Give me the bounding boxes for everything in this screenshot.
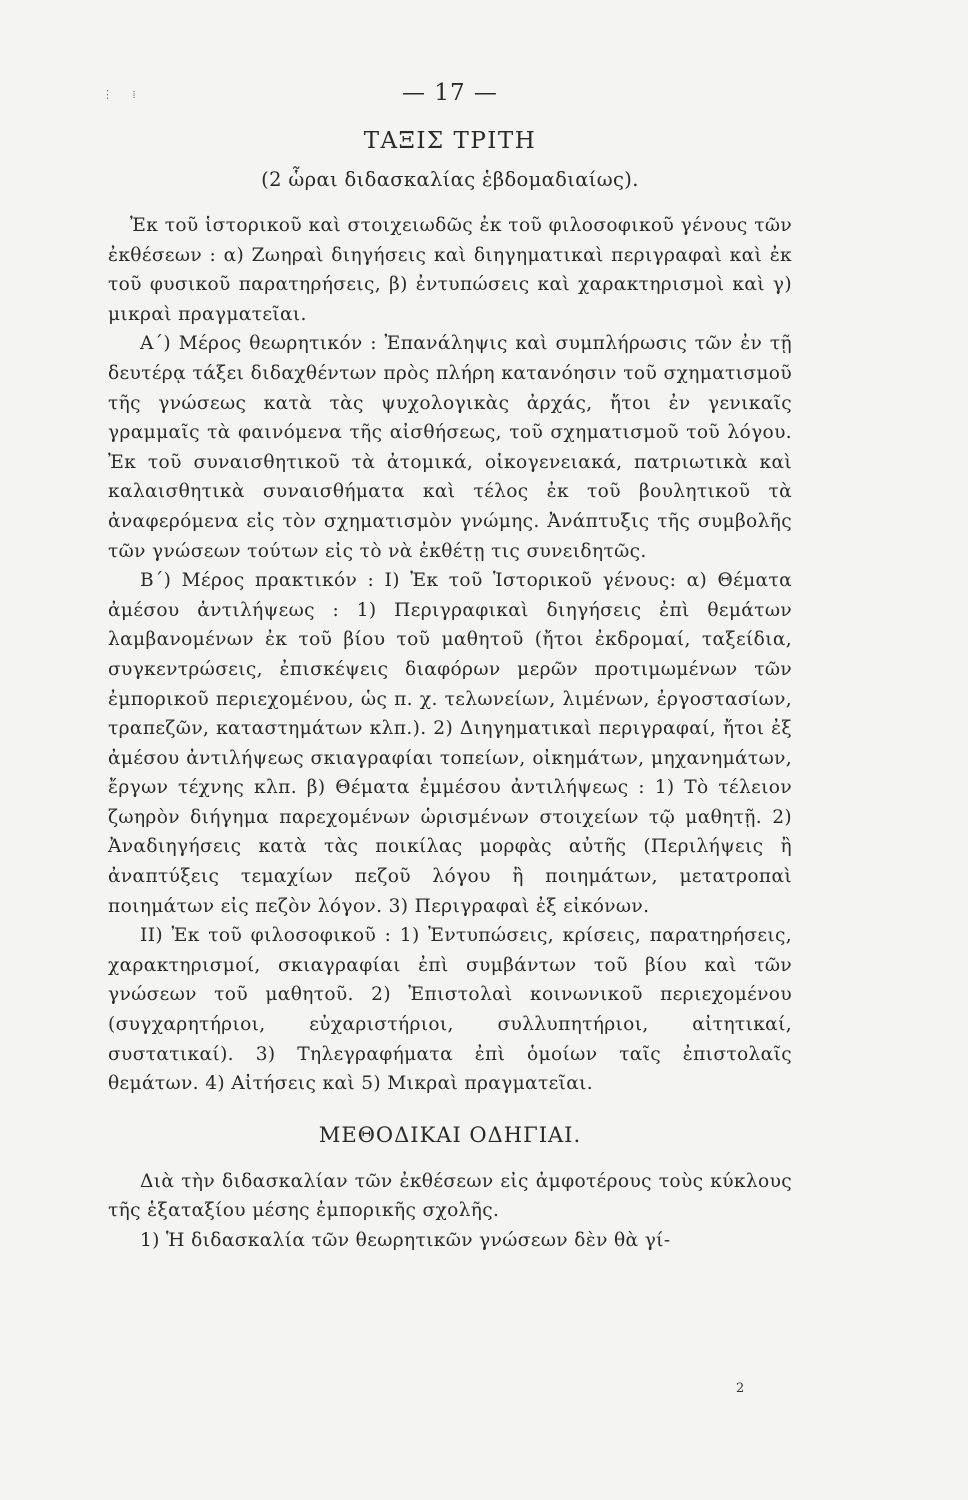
margin-specks: ⋮ ⁞ (102, 88, 144, 101)
section-title: ΤΑΞΙΣ ΤΡΙΤΗ (363, 128, 537, 154)
paragraph-practical-part: Β΄) Μέρος πρακτικόν : Ι) Ἐκ τοῦ Ἱστορικοῦ γένους: α) Θέματα ἀμέσου ἀντιλήψεως : 1) Περιγραφικαὶ διηγήσεις ἐπὶ θεμάτων λαμβανομένων ἐκ τοῦ βίου τοῦ μαθητοῦ (ἤτοι ἐκδρομαί, ταξείδια, συγκεντρώσεις, ἐπισκέψεις διαφόρων μερῶν προτιμωμένων τῶν ἐμπορικοῦ περιεχομένου, ὡς π. χ. τελωνείων, λιμένων, ἐργοστασίων, τραπεζῶν, καταστημάτων κλπ.). 2) Διηγηματικαὶ περιγραφαί, ἤτοι ἐξ ἀμέσου ἀντιλήψεως σκιαγραφίαι τοπείων, οἰκημάτων, μηχανημάτων, ἔργων τέχνης κλπ. β) Θέματα ἐμμέσου ἀντιλήψεως : 1) Τὸ τέλειον ζωηρὸν διήγημα παρεχομένων ὡρισμένων στοιχείων τῷ μαθητῇ. 2) Ἀναδιηγήσεις κατὰ τὰς ποικίλας μορφὰς αὐτῆς (Περιλήψεις ἢ ἀναπτύξεις τεμαχίων πεζοῦ λόγου ἢ ποιημάτων, μετατροπαὶ ποιημάτων εἰς πεζὸν λόγον. 3) Περιγραφαὶ ἐξ εἰκόνων. (108, 570, 792, 917)
paragraph-theoretical-part: Α΄) Μέρος θεωρητικόν : Ἐπανάληψις καὶ συμπλήρωσις τῶν ἐν τῇ δευτέρᾳ τάξει διδαχθέντων πρὸς πλήρη κατανόησιν τοῦ σχηματισμοῦ τῆς γνώσεως κατὰ τὰς ψυχολογικὰς ἀρχάς, ἤτοι ἐν γενικαῖς γραμμαῖς τὰ φαινόμενα τῆς αἰσθήσεως, τοῦ σχηματισμοῦ τοῦ λόγου. Ἐκ τοῦ συναισθητικοῦ τὰ ἀτομικά, οἰκογενειακά, πατριωτικὰ καὶ καλαισθητικὰ συναισθήματα καὶ τέλος ἐκ τοῦ βουλητικοῦ τὰ ἀναφερόμενα εἰς τὸν σχηματισμὸν γνώμης. Ἀνάπτυξις τῆς συμβολῆς τῶν γνώσεων τούτων εἰς τὸ νὰ ἐκθέτῃ τις συνειδητῶς. (108, 333, 792, 562)
page-number: — 17 — (402, 80, 498, 106)
document-page (108, 80, 792, 1256)
signature-mark: 2 (736, 1381, 745, 1396)
section-subtitle: (2 ὧραι διδασκαλίας ἑβδομαδιαίως). (261, 168, 639, 191)
paragraph-intro: Ἐκ τοῦ ἱστορικοῦ καὶ στοιχειωδῶς ἐκ τοῦ φιλοσοφικοῦ γένους τῶν ἐκθέσεων : α) Ζωηραὶ διηγήσεις καὶ διηγηματικαὶ περιγραφαὶ καὶ ἐκ τοῦ φυσικοῦ παρατηρήσεις, β) ἐντυπώσεις καὶ χαρακτηρισμοὶ καὶ γ) μικραὶ πραγματεῖαι. (108, 215, 792, 325)
paragraph-methods-1: 1) Ἡ διδασκαλία τῶν θεωρητικῶν γνώσεων δὲν θὰ γί- (140, 1230, 671, 1251)
methods-title: ΜΕΘΟΔΙΚΑΙ ΟΔΗΓΙΑΙ. (318, 1122, 582, 1147)
paragraph-philosophical: ΙΙ) Ἐκ τοῦ φιλοσοφικοῦ : 1) Ἐντυπώσεις, κρίσεις, παρατηρήσεις, χαρακτηρισμοί, σκιαγραφίαι ἐπὶ συμβάντων τοῦ βίου καὶ τῶν γνώσεων τοῦ μαθητοῦ. 2) Ἐπιστολαὶ κοινωνικοῦ περιεχομένου (συγχαρητήριοι, εὐχαριστήριοι, συλλυπητήριοι, αἰτητικαί, συστατικαί). 3) Τηλεγραφήματα ἐπὶ ὁμοίων ταῖς ἐπιστολαῖς θεμάτων. 4) Αἰτήσεις καὶ 5) Μικραὶ πραγματεῖαι. (108, 925, 792, 1095)
paragraph-methods-intro: Διὰ τὴν διδασκαλίαν τῶν ἐκθέσεων εἰς ἀμφοτέρους τοὺς κύκλους τῆς ἑξαταξίου μέσης ἐμπορικῆς σχολῆς. (108, 1170, 792, 1222)
